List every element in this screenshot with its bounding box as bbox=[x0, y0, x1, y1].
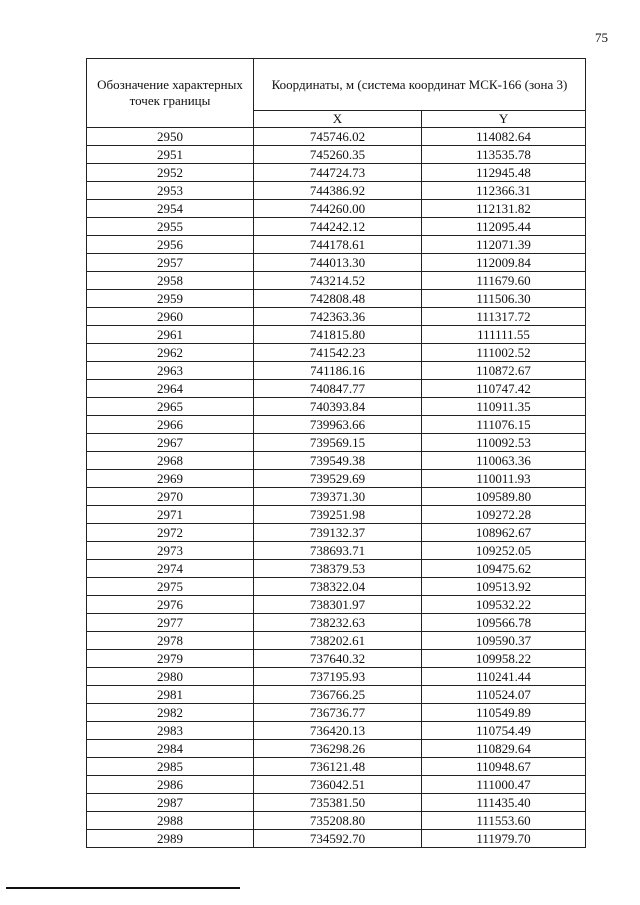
header-x: X bbox=[254, 111, 422, 128]
point-number-cell: 2964 bbox=[87, 380, 254, 398]
x-coordinate-cell: 739549.38 bbox=[254, 452, 422, 470]
table-row bbox=[87, 218, 586, 236]
table-row bbox=[87, 398, 586, 416]
point-number-cell: 2972 bbox=[87, 524, 254, 542]
x-coordinate-cell: 739529.69 bbox=[254, 470, 422, 488]
point-number-cell: 2966 bbox=[87, 416, 254, 434]
table-row bbox=[87, 434, 586, 452]
point-number-cell: 2980 bbox=[87, 668, 254, 686]
table-row bbox=[87, 380, 586, 398]
x-coordinate-cell: 744178.61 bbox=[254, 236, 422, 254]
point-number-cell: 2973 bbox=[87, 542, 254, 560]
x-coordinate-cell: 738301.97 bbox=[254, 596, 422, 614]
table-row bbox=[87, 722, 586, 740]
point-number-cell: 2963 bbox=[87, 362, 254, 380]
point-number-cell: 2988 bbox=[87, 812, 254, 830]
point-number-cell: 2962 bbox=[87, 344, 254, 362]
x-coordinate-cell: 735381.50 bbox=[254, 794, 422, 812]
point-number-cell: 2977 bbox=[87, 614, 254, 632]
point-number-cell: 2957 bbox=[87, 254, 254, 272]
y-coordinate-cell: 110241.44 bbox=[422, 668, 586, 686]
x-coordinate-cell: 737640.32 bbox=[254, 650, 422, 668]
x-coordinate-cell: 734592.70 bbox=[254, 830, 422, 848]
x-coordinate-cell: 739963.66 bbox=[254, 416, 422, 434]
x-coordinate-cell: 742363.36 bbox=[254, 308, 422, 326]
table-row bbox=[87, 416, 586, 434]
point-number-cell: 2971 bbox=[87, 506, 254, 524]
point-number-cell: 2968 bbox=[87, 452, 254, 470]
table-row bbox=[87, 452, 586, 470]
point-number-cell: 2983 bbox=[87, 722, 254, 740]
point-number-cell: 2979 bbox=[87, 650, 254, 668]
point-number-cell: 2976 bbox=[87, 596, 254, 614]
table-row bbox=[87, 740, 586, 758]
point-number-cell: 2960 bbox=[87, 308, 254, 326]
y-coordinate-cell: 111111.55 bbox=[422, 326, 586, 344]
y-coordinate-cell: 110754.49 bbox=[422, 722, 586, 740]
y-coordinate-cell: 112095.44 bbox=[422, 218, 586, 236]
table-row bbox=[87, 290, 586, 308]
x-coordinate-cell: 745260.35 bbox=[254, 146, 422, 164]
table-row bbox=[87, 272, 586, 290]
x-coordinate-cell: 743214.52 bbox=[254, 272, 422, 290]
point-number-cell: 2953 bbox=[87, 182, 254, 200]
y-coordinate-cell: 111002.52 bbox=[422, 344, 586, 362]
point-number-cell: 2952 bbox=[87, 164, 254, 182]
y-coordinate-cell: 111435.40 bbox=[422, 794, 586, 812]
y-coordinate-cell: 109252.05 bbox=[422, 542, 586, 560]
x-coordinate-cell: 735208.80 bbox=[254, 812, 422, 830]
point-number-cell: 2950 bbox=[87, 128, 254, 146]
x-coordinate-cell: 744386.92 bbox=[254, 182, 422, 200]
y-coordinate-cell: 111317.72 bbox=[422, 308, 586, 326]
table-row bbox=[87, 254, 586, 272]
point-number-cell: 2989 bbox=[87, 830, 254, 848]
table-row bbox=[87, 182, 586, 200]
x-coordinate-cell: 736736.77 bbox=[254, 704, 422, 722]
y-coordinate-cell: 112366.31 bbox=[422, 182, 586, 200]
x-coordinate-cell: 738379.53 bbox=[254, 560, 422, 578]
y-coordinate-cell: 112009.84 bbox=[422, 254, 586, 272]
point-number-cell: 2981 bbox=[87, 686, 254, 704]
table-row bbox=[87, 200, 586, 218]
x-coordinate-cell: 736042.51 bbox=[254, 776, 422, 794]
x-coordinate-cell: 744724.73 bbox=[254, 164, 422, 182]
header-y: Y bbox=[422, 111, 586, 128]
x-coordinate-cell: 738232.63 bbox=[254, 614, 422, 632]
y-coordinate-cell: 112945.48 bbox=[422, 164, 586, 182]
table-row bbox=[87, 326, 586, 344]
point-number-cell: 2978 bbox=[87, 632, 254, 650]
table-row bbox=[87, 362, 586, 380]
table-row bbox=[87, 776, 586, 794]
x-coordinate-cell: 741542.23 bbox=[254, 344, 422, 362]
point-number-cell: 2965 bbox=[87, 398, 254, 416]
x-coordinate-cell: 740393.84 bbox=[254, 398, 422, 416]
point-number-cell: 2985 bbox=[87, 758, 254, 776]
point-number-cell: 2951 bbox=[87, 146, 254, 164]
y-coordinate-cell: 110872.67 bbox=[422, 362, 586, 380]
y-coordinate-cell: 112131.82 bbox=[422, 200, 586, 218]
x-coordinate-cell: 739132.37 bbox=[254, 524, 422, 542]
footnote-divider bbox=[6, 887, 240, 889]
x-coordinate-cell: 741815.80 bbox=[254, 326, 422, 344]
y-coordinate-cell: 109590.37 bbox=[422, 632, 586, 650]
y-coordinate-cell: 110524.07 bbox=[422, 686, 586, 704]
header-point-designation: Обозначение характерных точек границы bbox=[87, 59, 254, 128]
point-number-cell: 2986 bbox=[87, 776, 254, 794]
coordinates-table bbox=[86, 58, 586, 848]
point-number-cell: 2961 bbox=[87, 326, 254, 344]
y-coordinate-cell: 110063.36 bbox=[422, 452, 586, 470]
y-coordinate-cell: 110549.89 bbox=[422, 704, 586, 722]
y-coordinate-cell: 114082.64 bbox=[422, 128, 586, 146]
point-number-cell: 2954 bbox=[87, 200, 254, 218]
y-coordinate-cell: 111553.60 bbox=[422, 812, 586, 830]
table-row bbox=[87, 344, 586, 362]
table-row bbox=[87, 830, 586, 848]
point-number-cell: 2956 bbox=[87, 236, 254, 254]
table-row bbox=[87, 686, 586, 704]
page-number: 75 bbox=[595, 30, 608, 45]
y-coordinate-cell: 112071.39 bbox=[422, 236, 586, 254]
x-coordinate-cell: 738202.61 bbox=[254, 632, 422, 650]
x-coordinate-cell: 737195.93 bbox=[254, 668, 422, 686]
x-coordinate-cell: 738693.71 bbox=[254, 542, 422, 560]
point-number-cell: 2974 bbox=[87, 560, 254, 578]
table-row bbox=[87, 614, 586, 632]
x-coordinate-cell: 736766.25 bbox=[254, 686, 422, 704]
y-coordinate-cell: 109272.28 bbox=[422, 506, 586, 524]
table-row bbox=[87, 470, 586, 488]
x-coordinate-cell: 745746.02 bbox=[254, 128, 422, 146]
point-number-cell: 2984 bbox=[87, 740, 254, 758]
table-row bbox=[87, 506, 586, 524]
table-row bbox=[87, 560, 586, 578]
y-coordinate-cell: 109589.80 bbox=[422, 488, 586, 506]
point-number-cell: 2969 bbox=[87, 470, 254, 488]
y-coordinate-cell: 109532.22 bbox=[422, 596, 586, 614]
table-row bbox=[87, 128, 586, 146]
y-coordinate-cell: 111979.70 bbox=[422, 830, 586, 848]
y-coordinate-cell: 109513.92 bbox=[422, 578, 586, 596]
x-coordinate-cell: 741186.16 bbox=[254, 362, 422, 380]
y-coordinate-cell: 110911.35 bbox=[422, 398, 586, 416]
x-coordinate-cell: 744013.30 bbox=[254, 254, 422, 272]
table-row bbox=[87, 236, 586, 254]
y-coordinate-cell: 113535.78 bbox=[422, 146, 586, 164]
header-coordinates: Координаты, м (система координат МСК-166 (зона 3) bbox=[254, 59, 586, 111]
x-coordinate-cell: 739569.15 bbox=[254, 434, 422, 452]
x-coordinate-cell: 736121.48 bbox=[254, 758, 422, 776]
x-coordinate-cell: 742808.48 bbox=[254, 290, 422, 308]
point-number-cell: 2975 bbox=[87, 578, 254, 596]
table-row bbox=[87, 596, 586, 614]
table-row bbox=[87, 578, 586, 596]
table-row bbox=[87, 164, 586, 182]
y-coordinate-cell: 109475.62 bbox=[422, 560, 586, 578]
table-row bbox=[87, 524, 586, 542]
point-number-cell: 2970 bbox=[87, 488, 254, 506]
point-number-cell: 2967 bbox=[87, 434, 254, 452]
y-coordinate-cell: 108962.67 bbox=[422, 524, 586, 542]
table-row bbox=[87, 632, 586, 650]
y-coordinate-cell: 111076.15 bbox=[422, 416, 586, 434]
y-coordinate-cell: 110948.67 bbox=[422, 758, 586, 776]
table-row bbox=[87, 308, 586, 326]
y-coordinate-cell: 111506.30 bbox=[422, 290, 586, 308]
table-row bbox=[87, 704, 586, 722]
table-row bbox=[87, 668, 586, 686]
table-row bbox=[87, 758, 586, 776]
x-coordinate-cell: 736298.26 bbox=[254, 740, 422, 758]
table-row bbox=[87, 488, 586, 506]
table-row bbox=[87, 542, 586, 560]
table-body bbox=[87, 128, 586, 848]
y-coordinate-cell: 110747.42 bbox=[422, 380, 586, 398]
x-coordinate-cell: 736420.13 bbox=[254, 722, 422, 740]
y-coordinate-cell: 109958.22 bbox=[422, 650, 586, 668]
y-coordinate-cell: 111679.60 bbox=[422, 272, 586, 290]
x-coordinate-cell: 744242.12 bbox=[254, 218, 422, 236]
y-coordinate-cell: 109566.78 bbox=[422, 614, 586, 632]
point-number-cell: 2958 bbox=[87, 272, 254, 290]
y-coordinate-cell: 110011.93 bbox=[422, 470, 586, 488]
y-coordinate-cell: 110092.53 bbox=[422, 434, 586, 452]
y-coordinate-cell: 110829.64 bbox=[422, 740, 586, 758]
point-number-cell: 2982 bbox=[87, 704, 254, 722]
x-coordinate-cell: 744260.00 bbox=[254, 200, 422, 218]
table-row bbox=[87, 650, 586, 668]
table-row bbox=[87, 812, 586, 830]
table-row bbox=[87, 146, 586, 164]
point-number-cell: 2987 bbox=[87, 794, 254, 812]
point-number-cell: 2955 bbox=[87, 218, 254, 236]
x-coordinate-cell: 739371.30 bbox=[254, 488, 422, 506]
x-coordinate-cell: 739251.98 bbox=[254, 506, 422, 524]
x-coordinate-cell: 738322.04 bbox=[254, 578, 422, 596]
table-row bbox=[87, 794, 586, 812]
x-coordinate-cell: 740847.77 bbox=[254, 380, 422, 398]
point-number-cell: 2959 bbox=[87, 290, 254, 308]
y-coordinate-cell: 111000.47 bbox=[422, 776, 586, 794]
